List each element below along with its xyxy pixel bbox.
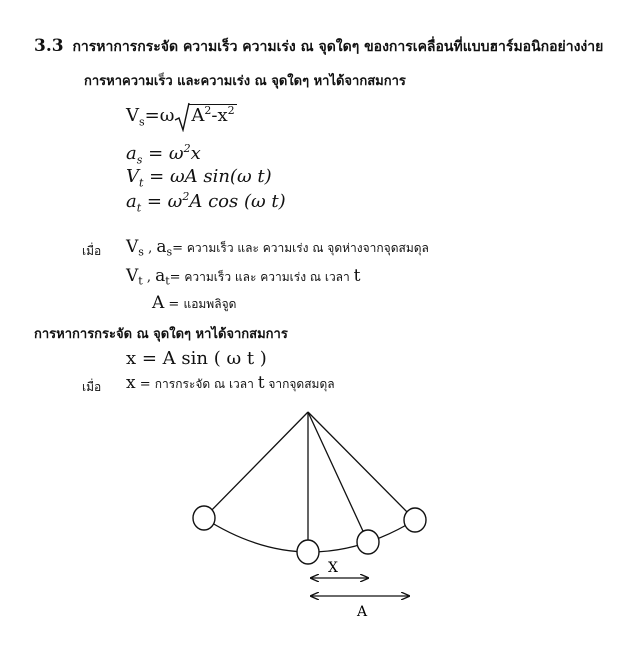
formula-vs: $V_s=\omega$ $A^2-x^2$: [126, 104, 235, 129]
formula-displacement: x = A sin ( ω t ): [126, 348, 267, 369]
bob-mid-right: [357, 530, 379, 554]
square-root: $A^2-x^2$: [174, 104, 236, 126]
bob-right: [404, 508, 426, 532]
when-label-2: เมื่อ: [82, 380, 102, 394]
string-left: [204, 412, 308, 518]
subtitle-velocity-acceleration: การหาความเร็ว และความเร่ง ณ จุดใดๆ หาได้จากสมการ: [84, 74, 406, 89]
definition-vt-at: $V_t$ , $a_t=$ ความเร็ว และ ความเร่ง ณ เวลา t: [126, 266, 361, 288]
section-number: 3.3: [34, 36, 64, 56]
formula-at: $a_t = \omega^2A$ cos (ω t): [126, 190, 286, 215]
when-label: เมื่อ: [82, 244, 102, 258]
formula-as: $a_s = \omega^2x$: [126, 142, 201, 167]
formula-vt: $V_t = \omega A$ sin(ω t): [126, 166, 272, 190]
subtitle-displacement: การหาการกระจัด ณ จุดใดๆ หาได้จากสมการ: [34, 327, 288, 342]
definition-amplitude: A = แอมพลิจูด: [152, 293, 237, 313]
string-right: [308, 412, 415, 520]
string-mid-right: [308, 412, 368, 542]
bob-left: [193, 506, 215, 530]
bob-center: [297, 540, 319, 564]
definition-displacement: x = การกระจัด ณ เวลา t จากจุดสมดุล: [126, 373, 335, 393]
a-label: A: [356, 604, 368, 620]
x-label: X: [328, 560, 338, 576]
definition-vs-as: $V_s$ , $a_s=$ ความเร็ว และ ความเร่ง ณ จุดห่างจากจุดสมดุล: [126, 237, 429, 259]
section-title: การหาการกระจัด ความเร็ว ความเร่ง ณ จุดใดๆ ของการเคลื่อนที่แบบฮาร์มอนิกอย่างง่าย: [72, 39, 604, 55]
